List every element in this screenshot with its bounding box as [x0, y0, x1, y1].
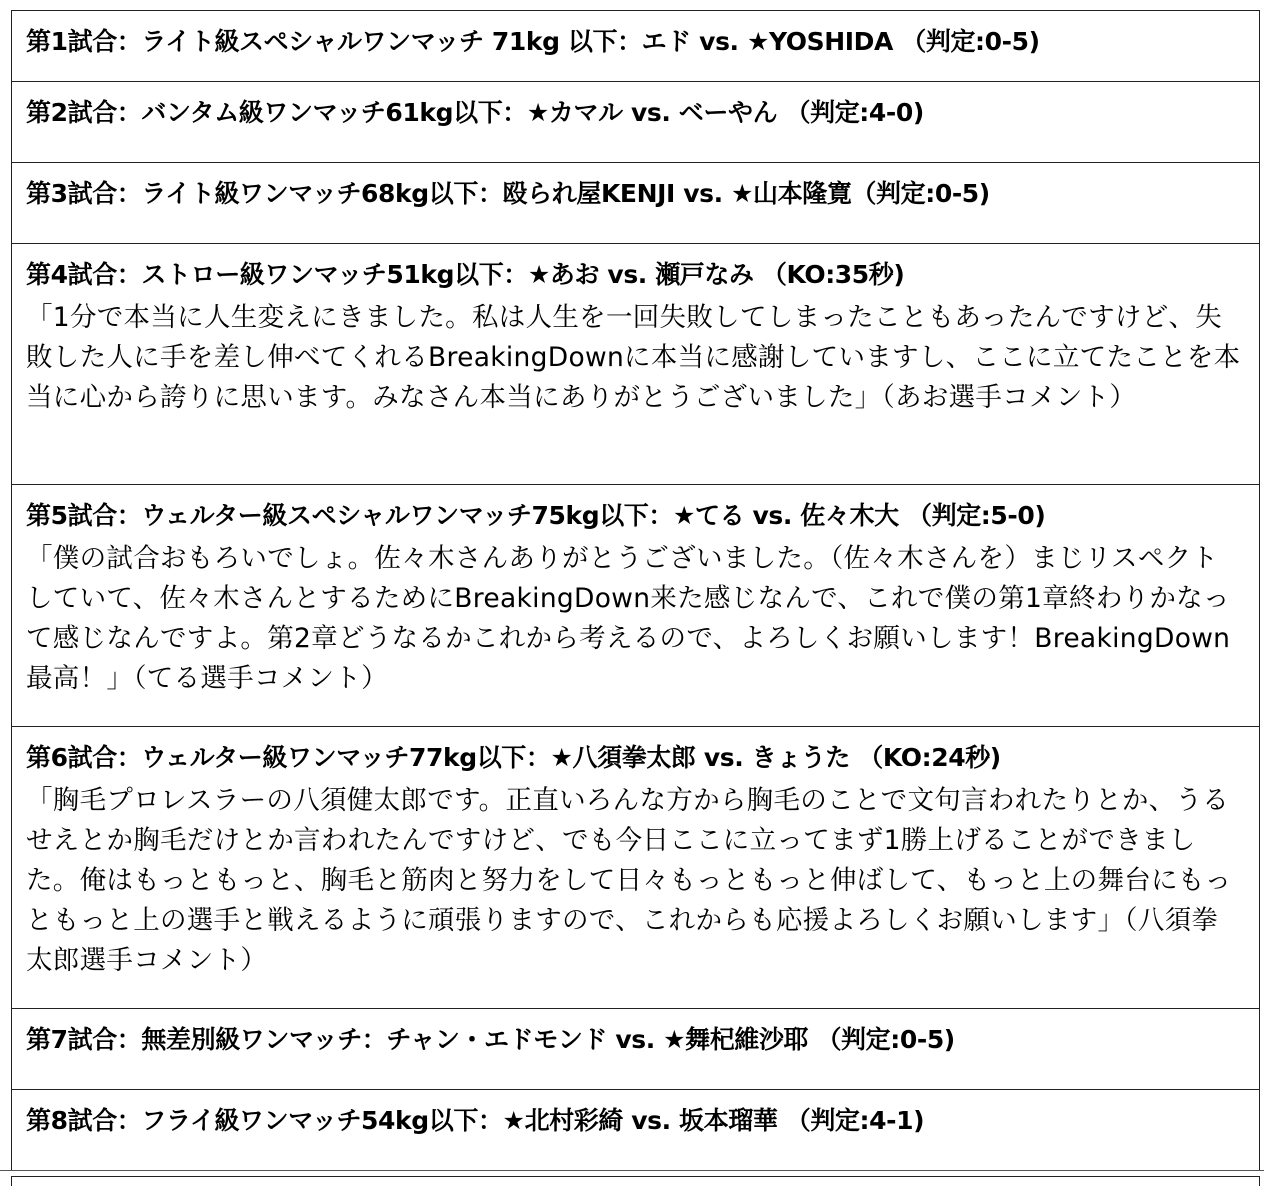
match-title: 第6試合：ウェルター級ワンマッチ77kg以下：★八須拳太郎 vs. きょうた （KO:24秒) — [26, 743, 1001, 772]
match-row — [12, 1009, 1259, 1090]
match-row — [12, 727, 1259, 1009]
match-title: 第4試合：ストロー級ワンマッチ51kg以下：★あお vs. 瀬戸なみ （KO:35秒) — [26, 260, 905, 289]
fighter-comment: 「僕の試合おもろいでしょ。佐々木さんありがとうございました。（佐々木さんを）まじリスペクトしていて、佐々木さんとするためにBreakingDown来た感じなんで、これで僕の第1章終わりかなって感じなんですよ。第2章どうなるかこれから考えるので、よろしくお願いします！BreakingDown最高！」（てる選手コメント） — [26, 543, 1231, 694]
fighter-comment: 「1分で本当に人生変えにきました。私は人生を一回失敗してしまったこともあったんですけど、失敗した人に手を差し伸べてくれるBreakingDownに本当に感謝していますし、ここに立てたことを本当に心から誇りに思います。みなさん本当にありがとうございました」（あお選手コメント） — [26, 302, 1241, 413]
match-row — [12, 163, 1259, 244]
fighter-comment: 「胸毛プロレスラーの八須健太郎です。正直いろんな方から胸毛のことで文句言われたりとか、うるせえとか胸毛だけとか言われたんですけど、でも今日ここに立ってまず1勝上げることができました。俺はもっともっと、胸毛と筋肉と努力をして日々もっともっと伸ばして、もっと上の舞台にもっともっと上の選手と戦えるように頑張りますので、これからも応援よろしくお願いします」（八須拳太郎選手コメント） — [26, 785, 1232, 976]
match-row — [12, 244, 1259, 485]
match-title: 第2試合：バンタム級ワンマッチ61kg以下：★カマル vs. ベーやん （判定:4-0) — [26, 98, 924, 127]
match-row — [12, 11, 1259, 82]
next-table-edge — [11, 1176, 1260, 1186]
match-title: 第5試合：ウェルター級スペシャルワンマッチ75kg以下：★てる vs. 佐々木大 （判定:5-0) — [26, 501, 1046, 530]
match-row — [12, 82, 1259, 163]
match-title: 第8試合：フライ級ワンマッチ54kg以下：★北村彩綺 vs. 坂本瑠華 （判定:4-1) — [26, 1106, 925, 1135]
page-divider — [0, 1170, 1264, 1171]
match-row — [12, 485, 1259, 727]
match-title: 第3試合：ライト級ワンマッチ68kg以下：殴られ屋KENJI vs. ★山本隆寛（判定:0-5) — [26, 179, 990, 208]
results-table — [11, 10, 1260, 1171]
match-title: 第7試合：無差別級ワンマッチ：チャン・エドモンド vs. ★舞杞維沙耶 （判定:0-5) — [26, 1025, 955, 1054]
match-title: 第1試合：ライト級スペシャルワンマッチ 71kg 以下：エド vs. ★YOSHIDA （判定:0-5) — [26, 27, 1040, 56]
match-row — [12, 1090, 1259, 1171]
